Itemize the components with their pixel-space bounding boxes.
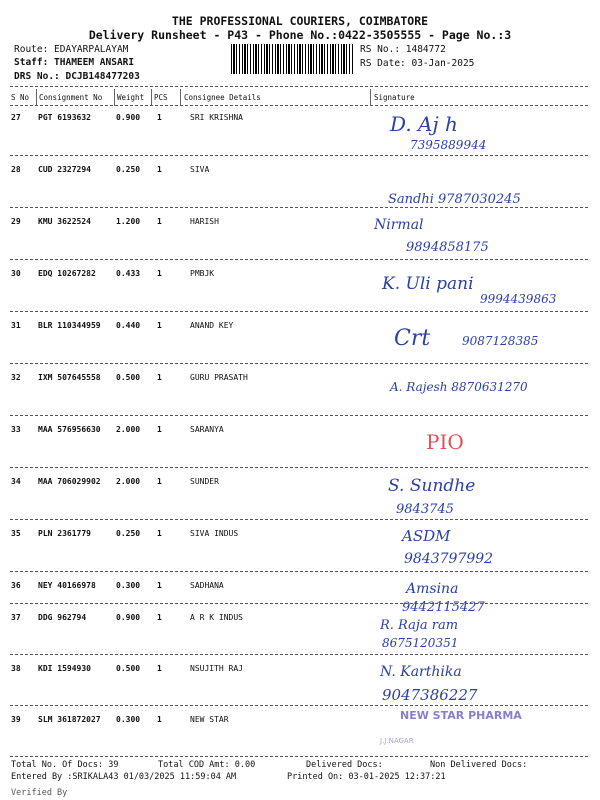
table-row [0,415,600,467]
table-row [0,705,600,757]
entered-by: Entered By :SRIKALA43 01/03/2025 11:59:04 AM [11,772,237,782]
signature-image [370,263,590,309]
table-row [0,654,600,706]
row-consignee: SRI KRISHNA [190,113,243,122]
svg-text:9994439863: 9994439863 [480,292,557,306]
row-consignee: PMBJK [190,269,215,278]
row-sno: 37 [11,613,21,622]
row-pcs: 1 [157,165,162,174]
signature-image [370,419,590,465]
row-consignee: SADHANA [190,581,224,590]
row-consignee: A R K INDUS [190,613,243,622]
svg-text:N. Karthika: N. Karthika [380,664,462,680]
signature-image [370,658,590,704]
svg-text:Sandhi 9787030245: Sandhi 9787030245 [388,192,521,205]
row-pcs: 1 [157,715,162,724]
row-pcs: 1 [157,664,162,673]
row-consignment: BLR 110344959 [38,321,101,330]
svg-text:9087128385: 9087128385 [462,334,539,348]
table-row [0,519,600,571]
svg-text:R. Raja ram: R. Raja ram [380,618,459,633]
col-weight: Weight [117,93,145,102]
table-row [0,207,600,259]
table-row [0,259,600,311]
verified-by: Verified By [11,788,68,798]
svg-text:8675120351: 8675120351 [382,636,459,650]
row-pcs: 1 [157,581,162,590]
row-consignment: MAA 576956630 [38,425,101,434]
col-consignment: Consignment No [39,93,103,102]
svg-text:7395889944: 7395889944 [410,138,487,152]
row-weight: 0.900 [116,613,141,622]
svg-text:ASDM: ASDM [402,527,451,545]
row-consignment: CUD 2327294 [38,165,91,174]
row-sno: 31 [11,321,21,330]
total-docs: Total No. Of Docs: 39 [11,760,119,770]
svg-text:9894858175: 9894858175 [406,240,489,255]
row-consignment: EDQ 10267282 [38,269,96,278]
row-sno: 32 [11,373,21,382]
runsheet-subtitle: Delivery Runsheet - P43 - Phone No.:0422-3505555 - Page No.:3 [88,28,512,42]
barcode [231,44,353,74]
row-sno: 38 [11,664,21,673]
col-consignee: Consignee Details [184,93,261,102]
row-sno: 28 [11,165,21,174]
table-row [0,311,600,363]
table-row [0,103,600,155]
row-weight: 2.000 [116,425,141,434]
svg-text:D. Aj h: D. Aj h [390,112,458,136]
row-consignment: DDG 962794 [38,613,87,622]
svg-text:9442115427: 9442115427 [402,600,485,615]
signature-image [370,471,590,517]
row-pcs: 1 [157,613,162,622]
row-consignment: SLM 361872027 [38,715,101,724]
row-weight: 0.250 [116,165,141,174]
svg-text:NEW STAR PHARMA: NEW STAR PHARMA [400,709,522,722]
row-sno: 36 [11,581,21,590]
row-consignment: NEY 40166978 [38,581,96,590]
row-consignment: MAA 706029902 [38,477,101,486]
svg-text:9047386227: 9047386227 [382,686,478,704]
row-consignment: KDI 1594930 [38,664,91,673]
stamp-image [370,709,590,755]
row-consignee: NSUJITH RAJ [190,664,243,673]
col-pcs: PCS [154,93,168,102]
signature-image [370,211,590,257]
row-pcs: 1 [157,477,162,486]
row-sno: 33 [11,425,21,434]
drs-number: DRS No.: DCJB148477203 [14,71,140,82]
svg-text:Crt: Crt [394,326,431,351]
svg-text:9843797992: 9843797992 [404,551,494,567]
row-sno: 39 [11,715,21,724]
row-consignment: KMU 3622524 [38,217,91,226]
header-top-rule [10,86,588,87]
row-consignee: GURU PRASATH [190,373,248,382]
table-row [0,155,600,207]
row-weight: 0.500 [116,664,141,673]
row-weight: 1.200 [116,217,141,226]
svg-text:A. Rajesh 8870631270: A. Rajesh 8870631270 [390,380,528,394]
svg-text:PIO: PIO [426,430,464,454]
row-sno: 29 [11,217,21,226]
total-cod: Total COD Amt: 0.00 [158,760,256,770]
svg-text:9843745: 9843745 [396,502,454,517]
row-weight: 2.000 [116,477,141,486]
row-weight: 0.900 [116,113,141,122]
signature-image [370,107,590,153]
row-consignee: SARANYA [190,425,224,434]
row-consignment: PGT 6193632 [38,113,91,122]
route: Route: EDAYARPALAYAM [14,44,129,55]
row-weight: 0.433 [116,269,141,278]
signature-image [370,607,590,653]
svg-text:J.J.NAGAR: J.J.NAGAR [380,737,414,745]
row-weight: 0.300 [116,715,141,724]
row-pcs: 1 [157,373,162,382]
table-row [0,467,600,519]
row-consignee: SIVA [190,165,210,174]
table-row [0,363,600,415]
signature-image [370,523,590,569]
printed-on: Printed On: 03-01-2025 12:37:21 [287,772,446,782]
delivered-docs: Delivered Docs: [306,760,383,770]
row-consignee: HARISH [190,217,219,226]
row-consignment: PLN 2361779 [38,529,91,538]
row-pcs: 1 [157,113,162,122]
svg-text:S. Sundhe: S. Sundhe [388,476,476,496]
row-consignee: ANAND KEY [190,321,234,330]
svg-text:Amsina: Amsina [406,581,459,597]
rs-number: RS No.: 1484772 [360,44,446,55]
col-signature: Signature [374,93,415,102]
company-title: THE PROFESSIONAL COURIERS, COIMBATORE [171,14,429,28]
row-pcs: 1 [157,529,162,538]
signature-image [370,367,590,413]
row-weight: 0.300 [116,581,141,590]
svg-text:Nirmal: Nirmal [374,217,424,233]
row-pcs: 1 [157,321,162,330]
row-sno: 35 [11,529,21,538]
row-sno: 27 [11,113,21,122]
signature-image [370,315,590,361]
row-weight: 0.440 [116,321,141,330]
row-sno: 30 [11,269,21,278]
row-weight: 0.250 [116,529,141,538]
table-row [0,603,600,655]
row-consignee: SUNDER [190,477,219,486]
row-consignee: SIVA INDUS [190,529,239,538]
row-pcs: 1 [157,425,162,434]
non-delivered-docs: Non Delivered Docs: [430,760,528,770]
rs-date: RS Date: 03-Jan-2025 [360,58,475,69]
svg-text:K. Uli pani: K. Uli pani [382,274,474,294]
staff: Staff: THAMEEM ANSARI [14,57,135,68]
row-pcs: 1 [157,269,162,278]
row-consignment: IXM 507645558 [38,373,101,382]
signature-image [370,159,590,205]
row-weight: 0.500 [116,373,141,382]
col-sno: S No [11,93,30,102]
row-pcs: 1 [157,217,162,226]
row-consignee: NEW STAR [190,715,229,724]
row-sno: 34 [11,477,21,486]
